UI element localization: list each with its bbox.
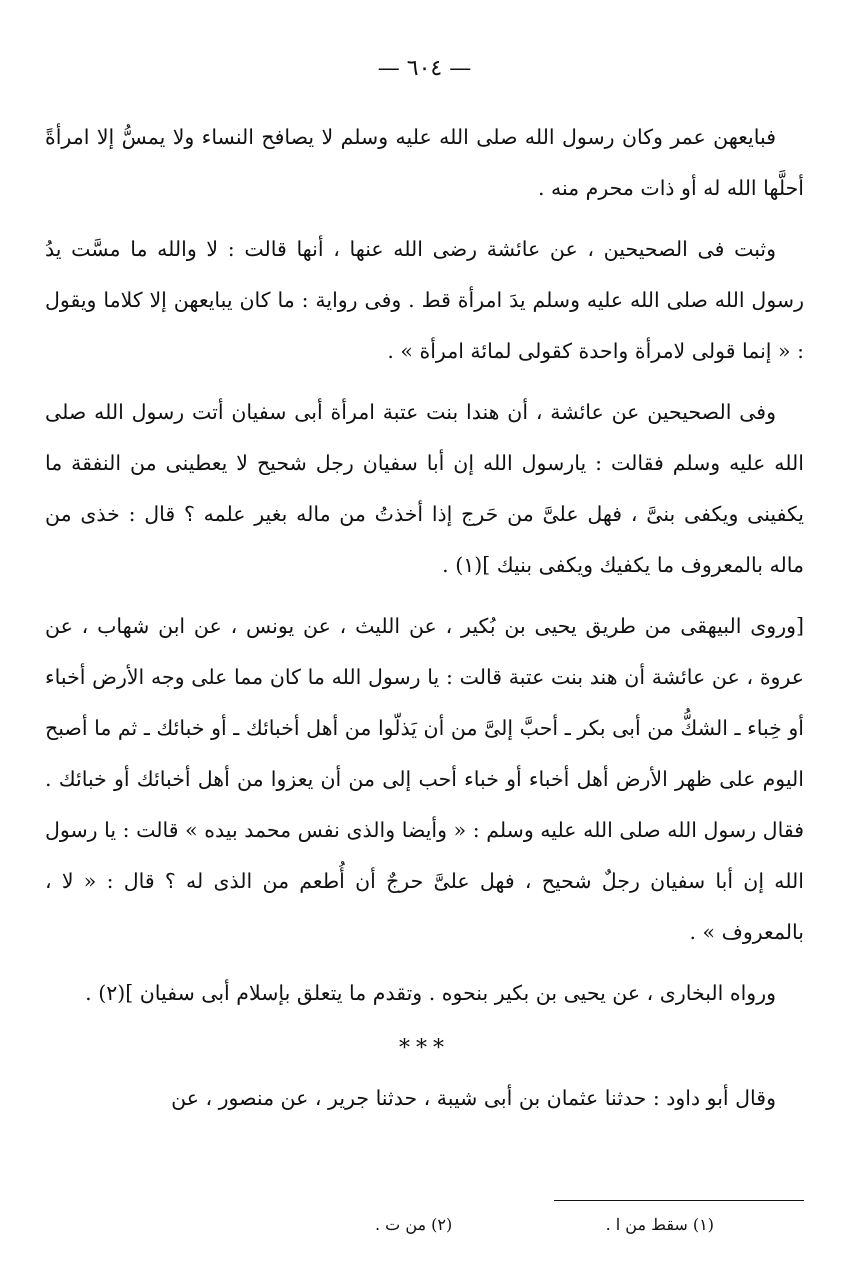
- section-separator: ***: [399, 1036, 450, 1061]
- paragraph-3: وفى الصحيحين عن عائشة ، أن هندا بنت عتبة امرأة أبى سفيان أتت رسول الله صلى الله عليه وسلم فقالت : يارسول الله إن أبا سفيان رجل شحيح لا يعطينى من النفقة ما يكفينى ويكفى بنىَّ ، فهل علىَّ من حَرج إذا أخذتُ من ماله بغير علمه ؟ قال : خذى من ماله بالمعروف ما يكفيك ويكفى بنيك ](١) .: [45, 400, 804, 577]
- paragraph-4: [وروى البيهقى من طريق يحيى بن بُكير ، عن الليث ، عن يونس ، عن ابن شهاب ، عن عروة ، عن عائشة أن هند بنت عتبة قالت : يا رسول الله ما كان مما على وجه الأرض أخباء أو خِباء ـ الشكُّ من أبى بكر ـ أحبَّ إلىَّ من أن يَذلّوا من أهل أخبائك ـ أو خبائك ـ ثم ما أصبح اليوم على ظهر الأرض أهل أخباء أو خباء أحب إلى من أن يعزوا من أهل أخبائك أو خبائك . فقال رسول الله صلى الله عليه وسلم : « وأيضا والذى نفس محمد بيده » قالت : يا رسول الله إن أبا سفيان رجلٌ شحيح ، فهل علىَّ حرجٌ أن أُطعم من الذى له ؟ قال : « لا ، بالمعروف » .: [45, 614, 804, 944]
- paragraph-6: وقال أبو داود : حدثنا عثمان بن أبى شيبة ، حدثنا جرير ، عن منصور ، عن: [171, 1086, 776, 1110]
- footnotes: [45, 1210, 804, 1240]
- page-number: — ٦٠٤ —: [377, 56, 472, 81]
- paragraph-2: وثبت فى الصحيحين ، عن عائشة رضى الله عنها ، أنها قالت : لا والله ما مسَّت يدُ رسول الله صلى الله عليه وسلم يدَ امرأة قط . وفى رواية : ما كان يبايعهن إلا كلاما ويقول : « إنما قولى لامرأة واحدة كقولى لمائة امرأة » .: [45, 237, 804, 363]
- paragraph-5: ورواه البخارى ، عن يحيى بن بكير بنحوه . وتقدم ما يتعلق بإسلام أبى سفيان ](٢) .: [85, 981, 776, 1005]
- main-text: [45, 112, 804, 1134]
- footnote-2: (٢) من ت .: [375, 1215, 453, 1234]
- footnote-1: (١) سقط من ا .: [605, 1215, 714, 1234]
- paragraph-1: فبايعهن عمر وكان رسول الله صلى الله عليه وسلم لا يصافح النساء ولا يمسُّ إلا امرأةً أحلَّها الله له أو ذات محرم منه .: [45, 125, 804, 200]
- footnote-divider: [554, 1200, 804, 1201]
